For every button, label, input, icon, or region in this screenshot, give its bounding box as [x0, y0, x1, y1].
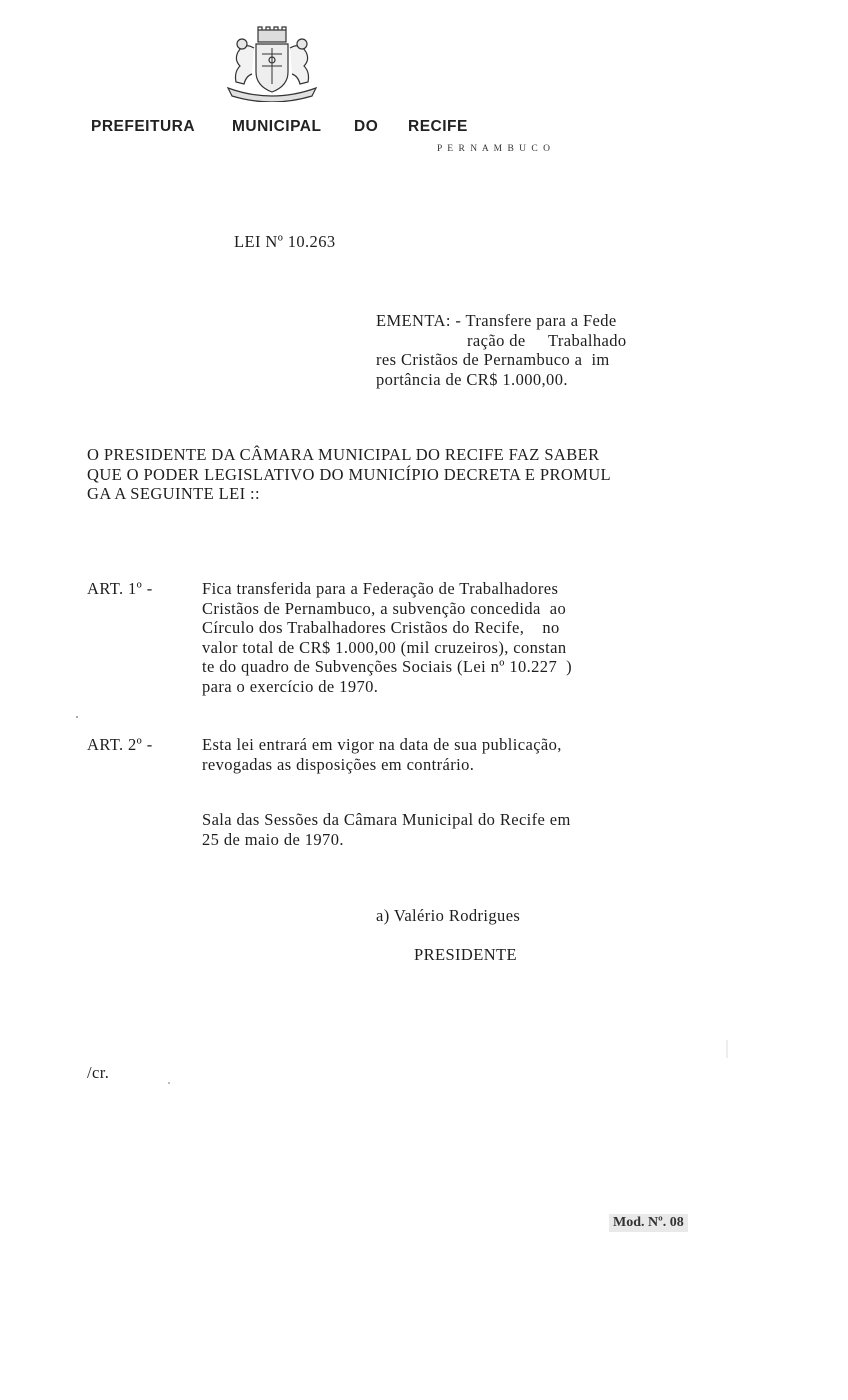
letterhead-word-do: DO	[354, 118, 379, 135]
scan-speck	[168, 1082, 170, 1084]
article-1-label: ART. 1º -	[87, 579, 153, 598]
ementa-line: portância de CR$ 1.000,00.	[376, 369, 568, 389]
letterhead-word-municipal: MUNICIPAL	[232, 118, 322, 135]
article-2-line: revogadas as disposições em contrário.	[202, 754, 475, 774]
article-1-body	[202, 579, 662, 696]
letterhead-state: P E R N A M B U C O	[437, 144, 552, 154]
closing-line: Sala das Sessões da Câmara Municipal do Recife em	[202, 810, 571, 829]
article-1-line: Círculo dos Trabalhadores Cristãos do Recife, no	[202, 618, 560, 637]
article-1-line: Fica transferida para a Federação de Trabalhadores	[202, 579, 559, 598]
law-number: LEI Nº 10.263	[234, 232, 336, 251]
ementa-line: ração de Trabalhado	[467, 330, 627, 350]
preamble-line: O PRESIDENTE DA CÂMARA MUNICIPAL DO RECIFE FAZ SABER	[87, 445, 600, 464]
article-2-line: Esta lei entrará em vigor na data de sua publicação,	[202, 735, 562, 754]
article-1-line: Cristãos de Pernambuco, a subvenção concedida ao	[202, 598, 567, 618]
closing-line: 25 de maio de 1970.	[202, 829, 344, 849]
letterhead-word-recife: RECIFE	[408, 118, 468, 135]
signature-title: PRESIDENTE	[414, 945, 517, 964]
ementa-line: EMENTA: - Transfere para a Fede	[376, 311, 617, 330]
article-1-line: valor total de CR$ 1.000,00 (mil cruzeiros), constan	[202, 637, 567, 657]
letterhead-word-prefeitura: PREFEITURA	[91, 118, 196, 135]
ementa	[376, 311, 696, 389]
preamble-line: QUE O PODER LEGISLATIVO DO MUNICÍPIO DECRETA E PROMUL	[87, 464, 612, 484]
coat-of-arms	[222, 26, 322, 102]
closing-statement	[202, 810, 662, 849]
article-2-body	[202, 735, 662, 774]
crest-icon	[222, 26, 322, 102]
scan-speck	[76, 716, 78, 718]
article-1-line: para o exercício de 1970.	[202, 676, 379, 696]
scan-speck	[726, 1040, 728, 1058]
preamble	[87, 445, 687, 504]
ementa-line: res Cristãos de Pernambuco a im	[376, 350, 610, 369]
form-code: Mod. Nº. 08	[609, 1214, 688, 1232]
article-1-line: te do quadro de Subvenções Sociais (Lei nº 10.227 )	[202, 657, 573, 676]
signature-name: a) Valério Rodrigues	[376, 906, 521, 925]
preamble-line: GA A SEGUINTE LEI ::	[87, 484, 260, 503]
typist-initials: /cr.	[87, 1063, 110, 1082]
article-2-label: ART. 2º -	[87, 735, 153, 754]
